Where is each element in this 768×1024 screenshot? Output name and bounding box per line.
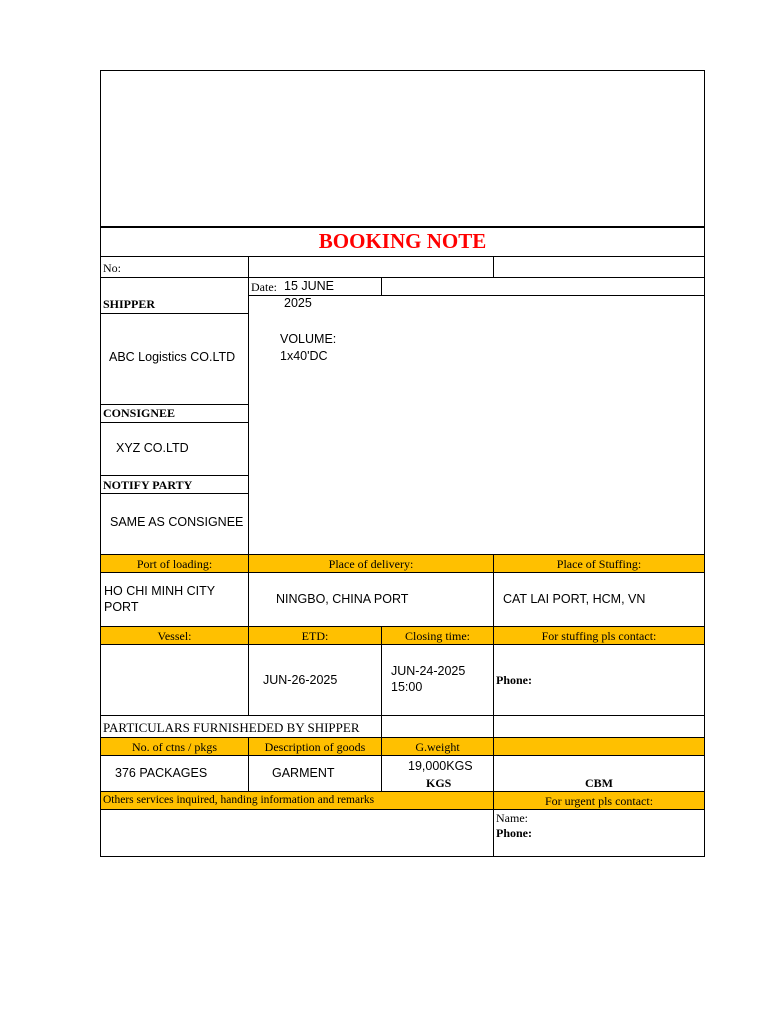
place-of-stuffing-header: Place of Stuffing: bbox=[556, 557, 642, 571]
shipping-header-top bbox=[100, 626, 705, 627]
gross-weight-header: G.weight bbox=[415, 740, 460, 754]
cbm-label: CBM bbox=[585, 776, 613, 790]
consignee-box-bottom bbox=[100, 475, 249, 476]
shipping-header-bottom bbox=[100, 644, 705, 645]
etd-header: ETD: bbox=[301, 629, 329, 643]
particulars-heading-col-3 bbox=[493, 715, 494, 738]
shipper-value: ABC Logistics CO.LTD bbox=[109, 350, 236, 364]
port-of-loading-value-line1: HO CHI MINH CITY bbox=[104, 584, 216, 598]
particulars-heading-col-2 bbox=[381, 715, 382, 738]
date-label: Date: bbox=[251, 280, 277, 294]
etd-value: JUN-26-2025 bbox=[263, 673, 338, 687]
gross-weight-unit: KGS bbox=[426, 776, 452, 790]
date-value-line1: 15 JUNE bbox=[284, 279, 335, 293]
stuffing-phone-label: Phone: bbox=[496, 673, 532, 687]
no-label: No: bbox=[103, 261, 121, 275]
port-of-loading-header: Port of loading: bbox=[136, 557, 213, 571]
date-row-right-divider bbox=[381, 277, 382, 296]
notify-label-bottom bbox=[100, 493, 249, 494]
others-header-top bbox=[100, 791, 705, 792]
closing-time-value-line1: JUN-24-2025 bbox=[391, 664, 466, 678]
place-of-stuffing-value: CAT LAI PORT, HCM, VN bbox=[503, 592, 646, 606]
others-header-bottom bbox=[100, 809, 705, 810]
particulars-row-top bbox=[100, 715, 705, 716]
title-divider bbox=[100, 256, 705, 257]
description-header: Description of goods bbox=[264, 740, 366, 754]
particulars-col-3 bbox=[493, 737, 494, 792]
urgent-contact-header: For urgent pls contact: bbox=[544, 794, 654, 808]
closing-time-value-line2: 15:00 bbox=[391, 680, 423, 694]
no-row-right-divider bbox=[493, 256, 494, 278]
place-of-delivery-header: Place of delivery: bbox=[328, 557, 414, 571]
shipper-label: SHIPPER bbox=[103, 297, 156, 311]
particulars-heading: PARTICULARS FURNISHEDED BY SHIPPER bbox=[103, 720, 360, 735]
page-title: BOOKING NOTE bbox=[318, 229, 487, 253]
shipper-box-bottom bbox=[100, 404, 249, 405]
vessel-header: Vessel: bbox=[157, 629, 192, 643]
place-of-delivery-value: NINGBO, CHINA PORT bbox=[276, 592, 409, 606]
consignee-label: CONSIGNEE bbox=[103, 406, 176, 420]
date-value-line2: 2025 bbox=[284, 296, 312, 310]
ctns-value: 376 PACKAGES bbox=[115, 766, 208, 780]
notify-party-value: SAME AS CONSIGNEE bbox=[110, 515, 244, 529]
ctns-header: No. of ctns / pkgs bbox=[132, 740, 217, 754]
left-column-divider-upper bbox=[248, 256, 249, 555]
port-of-loading-value-line2: PORT bbox=[104, 600, 139, 614]
closing-time-header: Closing time: bbox=[404, 629, 470, 643]
volume-value: 1x40'DC bbox=[280, 349, 328, 363]
date-row-bottom bbox=[248, 295, 705, 296]
outer-border-left bbox=[100, 70, 101, 857]
ports-header-top bbox=[100, 554, 705, 555]
urgent-phone-label: Phone: bbox=[496, 826, 532, 840]
description-value: GARMENT bbox=[272, 766, 335, 780]
urgent-name-label: Name: bbox=[496, 811, 528, 825]
gross-weight-value: 19,000KGS bbox=[408, 759, 473, 773]
outer-border-right bbox=[704, 70, 705, 857]
no-row-bottom bbox=[100, 277, 705, 278]
outer-border-bottom bbox=[100, 856, 705, 857]
consignee-value: XYZ CO.LTD bbox=[116, 441, 189, 455]
notify-party-label: NOTIFY PARTY bbox=[103, 478, 193, 492]
stuffing-contact-header: For stuffing pls contact: bbox=[541, 629, 657, 643]
particulars-header-top bbox=[100, 737, 705, 738]
consignee-label-bottom bbox=[100, 422, 249, 423]
outer-border-top bbox=[100, 70, 705, 71]
shipper-label-bottom bbox=[100, 313, 249, 314]
ports-header-bottom bbox=[100, 572, 705, 573]
logo-area-divider bbox=[100, 226, 705, 228]
others-label: Others services inquired, handing information and remarks bbox=[103, 794, 375, 806]
particulars-header-bottom bbox=[100, 755, 705, 756]
volume-label: VOLUME: bbox=[280, 332, 337, 346]
